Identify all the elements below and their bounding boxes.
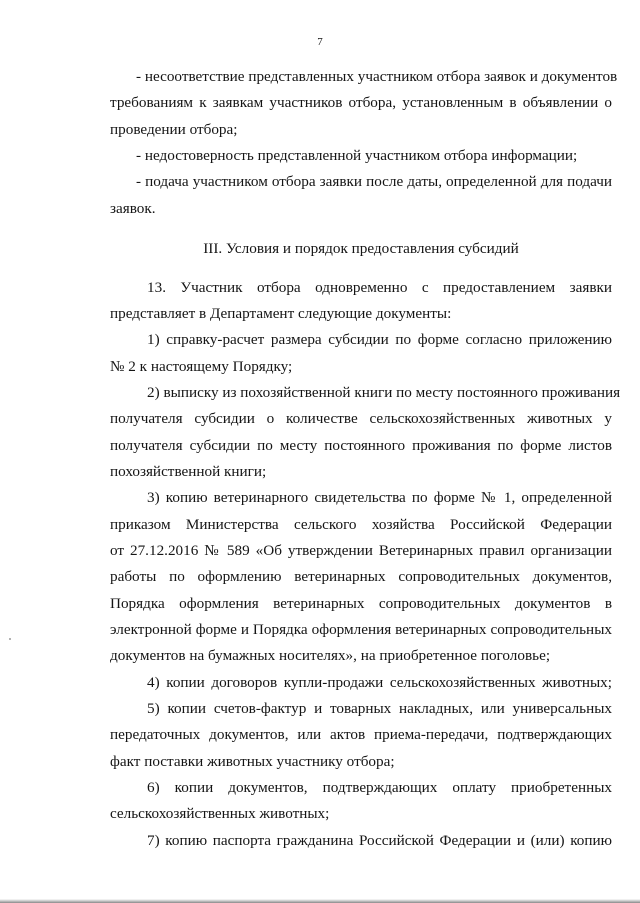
text-line: похозяйственной книги; [110, 463, 267, 480]
text-line: факт поставки животных участнику отбора; [110, 753, 395, 770]
text-line: представляет в Департамент следующие документы: [110, 305, 452, 322]
text-line: 3) копию ветеринарного свидетельства по форме № 1, определенной [147, 489, 612, 506]
text-line: электронной форме и Порядка оформления ветеринарных сопроводительных [110, 621, 612, 638]
text-line: сельскохозяйственных животных; [110, 805, 330, 822]
text-line: 1) справку-расчет размера субсидии по форме согласно приложению [147, 331, 612, 348]
text-line: Порядка оформления ветеринарных сопроводительных документов в [110, 595, 612, 612]
text-line: от 27.12.2016 № 589 «Об утверждении Ветеринарных правил организации [110, 542, 612, 559]
text-line: документов на бумажных носителях», на приобретенное поголовье; [110, 647, 551, 664]
text-line: работы по оформлению ветеринарных сопроводительных документов, [110, 568, 612, 585]
scan-bottom-edge [0, 899, 640, 903]
text-line: 6) копии документов, подтверждающих оплату приобретенных [147, 779, 612, 796]
text-line: заявок. [110, 200, 156, 217]
text-line: требованиям к заявкам участников отбора, установленным в объявлении о [110, 94, 612, 111]
text-line: 4) копии договоров купли-продажи сельскохозяйственных животных; [147, 674, 612, 691]
section-heading: III. Условия и порядок предоставления субсидий [203, 240, 519, 257]
text-line: 13. Участник отбора одновременно с предоставлением заявки [147, 279, 612, 296]
text-line: 2) выписку из похозяйственной книги по месту постоянного проживания [147, 384, 621, 401]
text-line: - недостоверность представленной участником отбора информации; [136, 147, 578, 164]
text-line: - несоответствие представленных участником отбора заявок и документов [136, 68, 618, 85]
scan-speck [9, 638, 11, 640]
page-number: 7 [317, 36, 323, 48]
text-line: 5) копии счетов-фактур и товарных накладных, или универсальных [147, 700, 612, 717]
text-line: проведении отбора; [110, 121, 238, 138]
text-line: 7) копию паспорта гражданина Российской Федерации и (или) копию [147, 832, 612, 849]
text-line: передаточных документов, или актов приема-передачи, подтверждающих [110, 726, 612, 743]
text-line: получателя субсидии по месту постоянного проживания по форме листов [110, 437, 612, 454]
text-line: - подача участником отбора заявки после даты, определенной для подачи [136, 173, 612, 190]
text-line: № 2 к настоящему Порядку; [110, 358, 293, 375]
text-line: приказом Министерства сельского хозяйства Российской Федерации [110, 516, 612, 533]
text-line: получателя субсидии о количестве сельскохозяйственных животных у [110, 410, 612, 427]
